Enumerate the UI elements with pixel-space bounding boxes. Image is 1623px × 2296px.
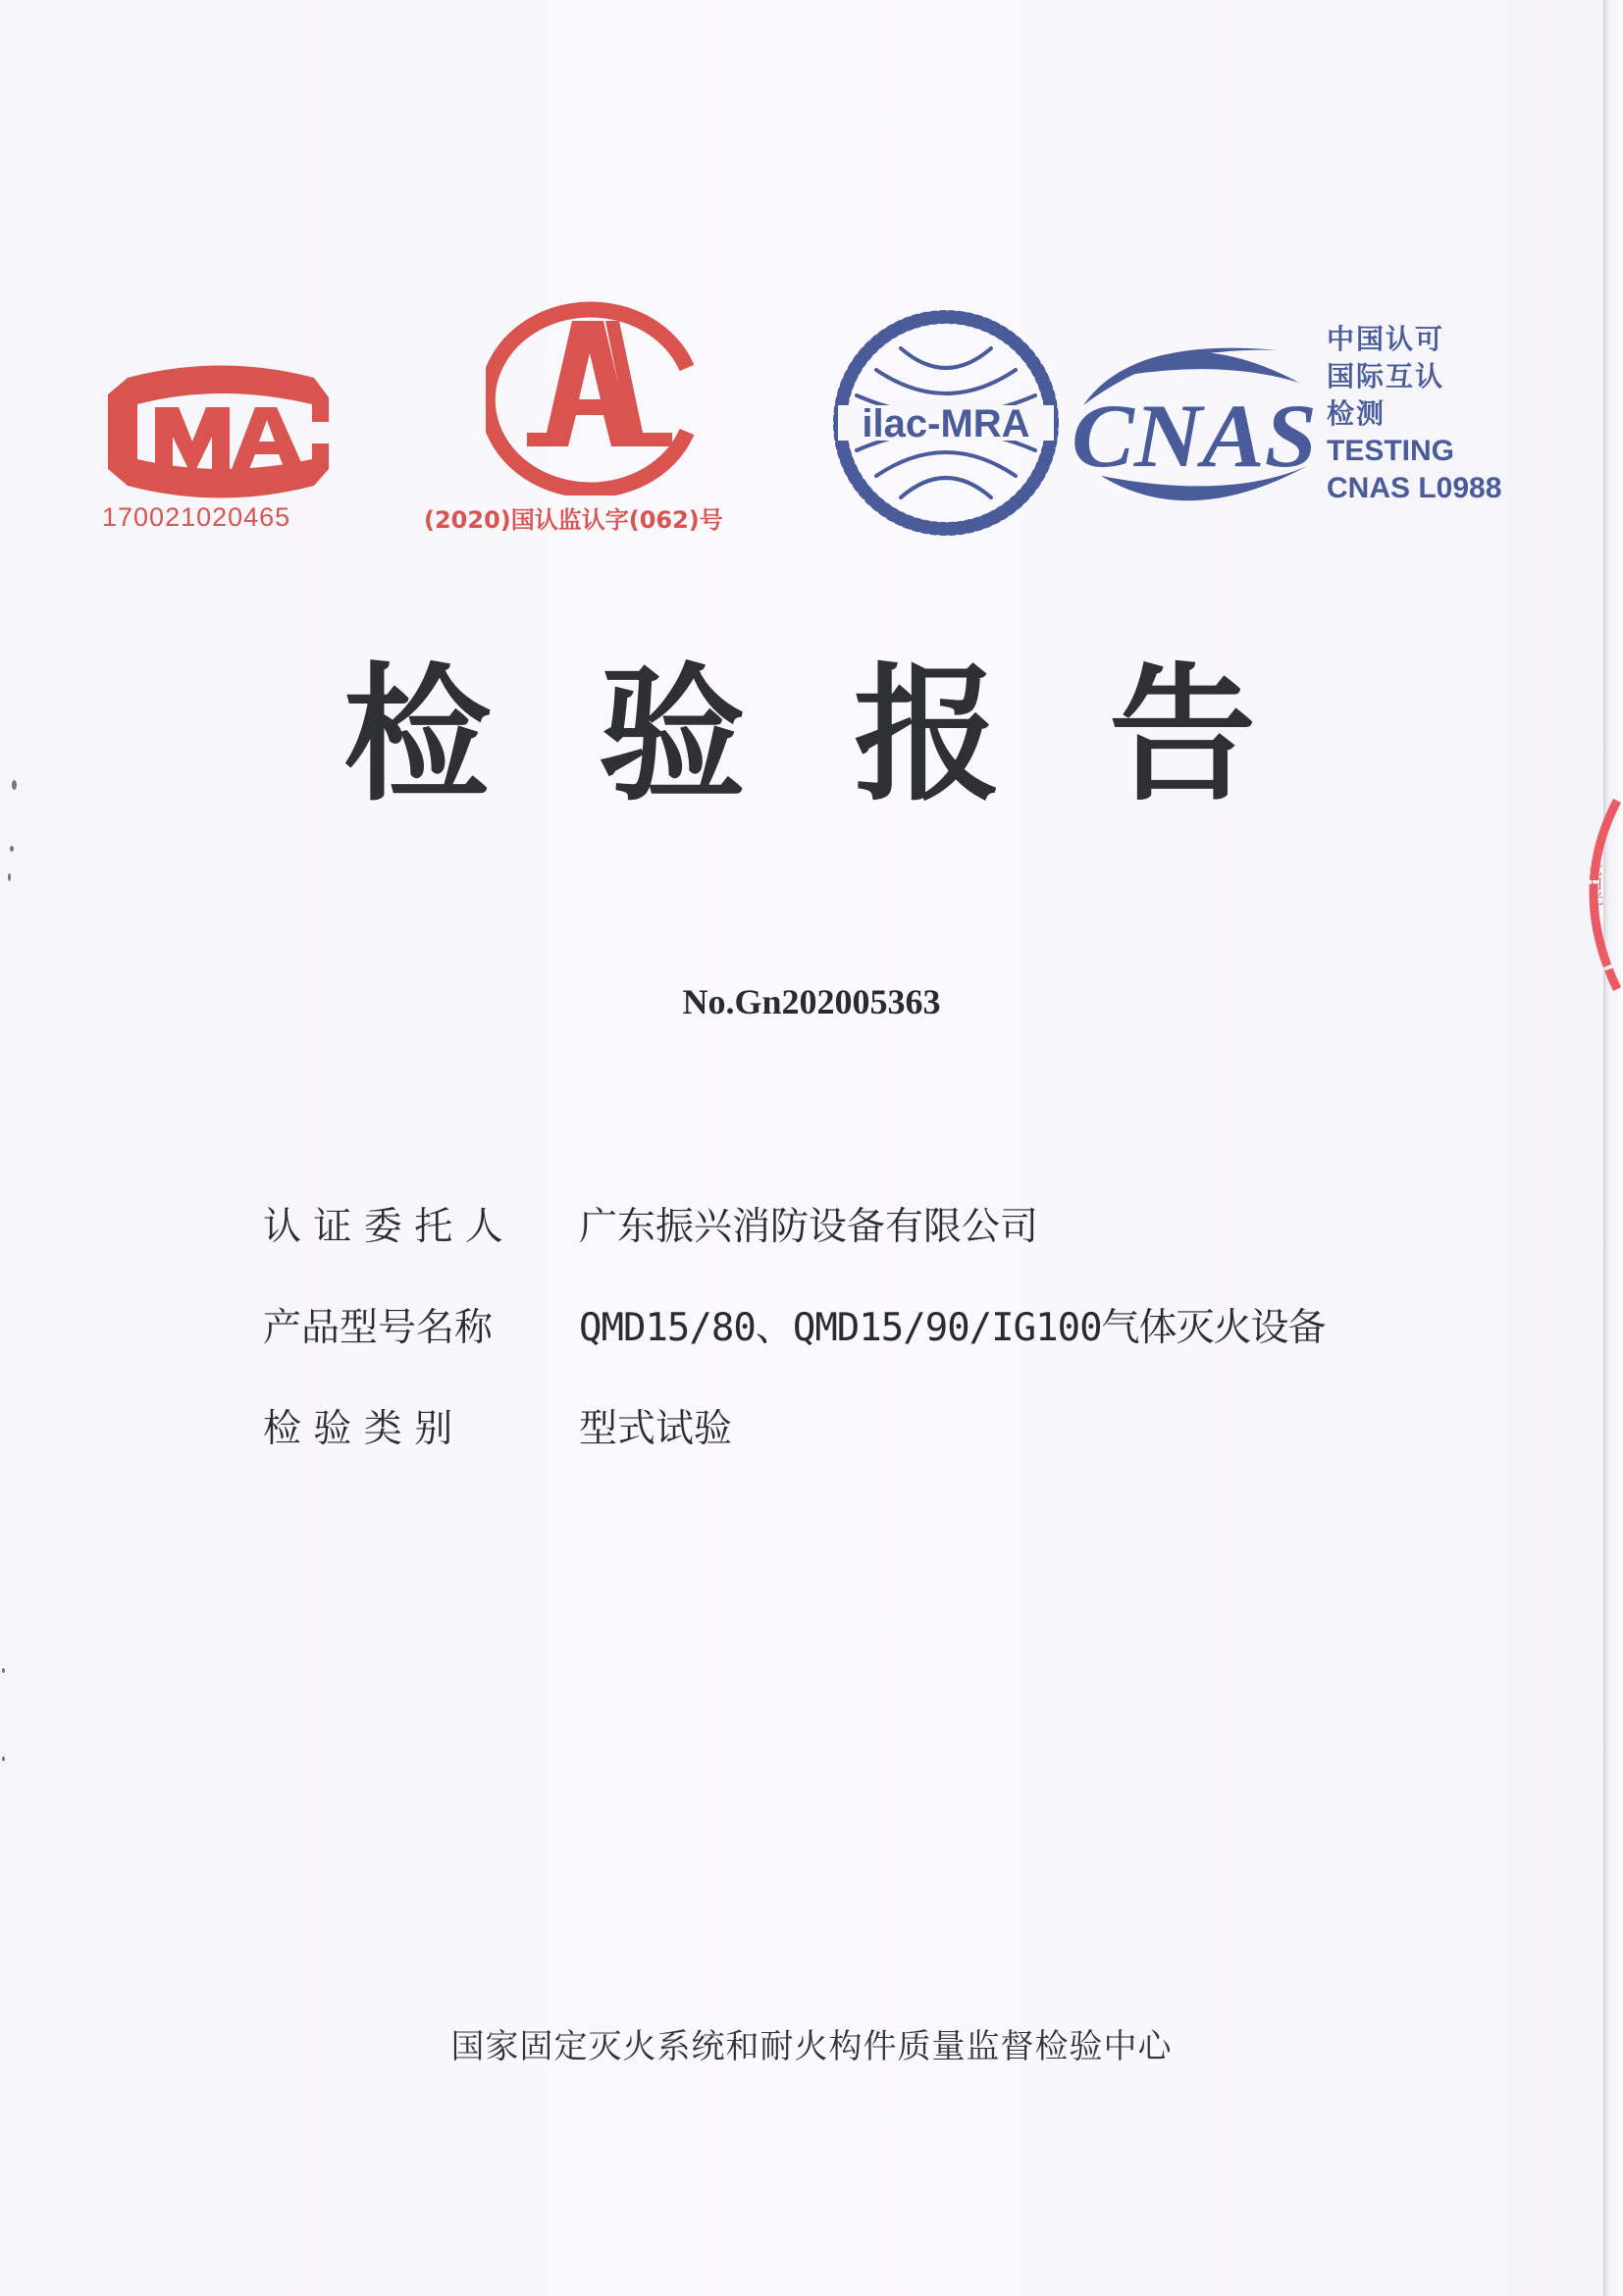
info-row-product xyxy=(263,1300,1326,1349)
page-edge-shadow xyxy=(1603,0,1623,2296)
cnas-logo xyxy=(1072,323,1523,525)
cnas-caption-line: 中国认可 xyxy=(1327,323,1445,355)
info-row-client xyxy=(263,1199,1326,1248)
title-char: 验 xyxy=(598,651,746,821)
scan-speck xyxy=(2,1756,5,1761)
cal-logo xyxy=(412,299,785,535)
issuing-organization: 国家固定灭火系统和耐火构件质量监督检验中心 xyxy=(450,2027,1173,2066)
report-number: No.Gn202005363 xyxy=(682,982,941,1021)
title-char: 告 xyxy=(1108,651,1256,821)
cma-logo xyxy=(98,353,343,530)
cnas-caption-line: TESTING xyxy=(1327,435,1455,467)
cal-number: (2020)国认监认字(062)号 xyxy=(424,506,723,534)
cma-number: 170021020465 xyxy=(102,502,291,532)
info-label: 检 验 类 别 xyxy=(263,1407,453,1451)
ilac-mra-logo xyxy=(832,309,1060,537)
cnas-accreditation-number: CNAS L0988 xyxy=(1327,472,1502,504)
svg-text:ilac-MRA: ilac-MRA xyxy=(862,402,1030,445)
info-value: 型式试验 xyxy=(579,1407,733,1451)
cnas-caption-line: 检测 xyxy=(1327,397,1387,430)
red-seal-fragment xyxy=(1568,793,1623,999)
ilac-mra-mark-icon xyxy=(832,309,1060,537)
title-char: 检 xyxy=(342,651,491,821)
cnas-caption-line: 国际互认 xyxy=(1327,360,1445,392)
info-value: 广东振兴消防设备有限公司 xyxy=(579,1205,1039,1249)
scan-speck xyxy=(12,780,17,790)
scan-speck xyxy=(2,1668,5,1673)
info-label: 认 证 委 托 人 xyxy=(263,1205,503,1249)
cnas-mark-icon xyxy=(1072,329,1327,525)
scan-speck xyxy=(10,846,14,852)
seal-text: ト七日光 xyxy=(1587,847,1604,906)
svg-text:CNAS: CNAS xyxy=(1072,386,1317,486)
cal-mark-icon xyxy=(486,299,711,496)
scan-speck xyxy=(8,873,11,881)
report-info xyxy=(263,1199,1326,1502)
info-row-test-type xyxy=(263,1401,1326,1450)
page-title xyxy=(334,651,1266,821)
cma-mark-icon xyxy=(98,353,343,500)
info-value: QMD15/80、QMD15/90/IG100气体灭火设备 xyxy=(579,1306,1326,1350)
info-label: 产品型号名称 xyxy=(263,1306,494,1350)
cnas-caption xyxy=(1327,321,1501,507)
title-char: 报 xyxy=(853,651,1001,821)
